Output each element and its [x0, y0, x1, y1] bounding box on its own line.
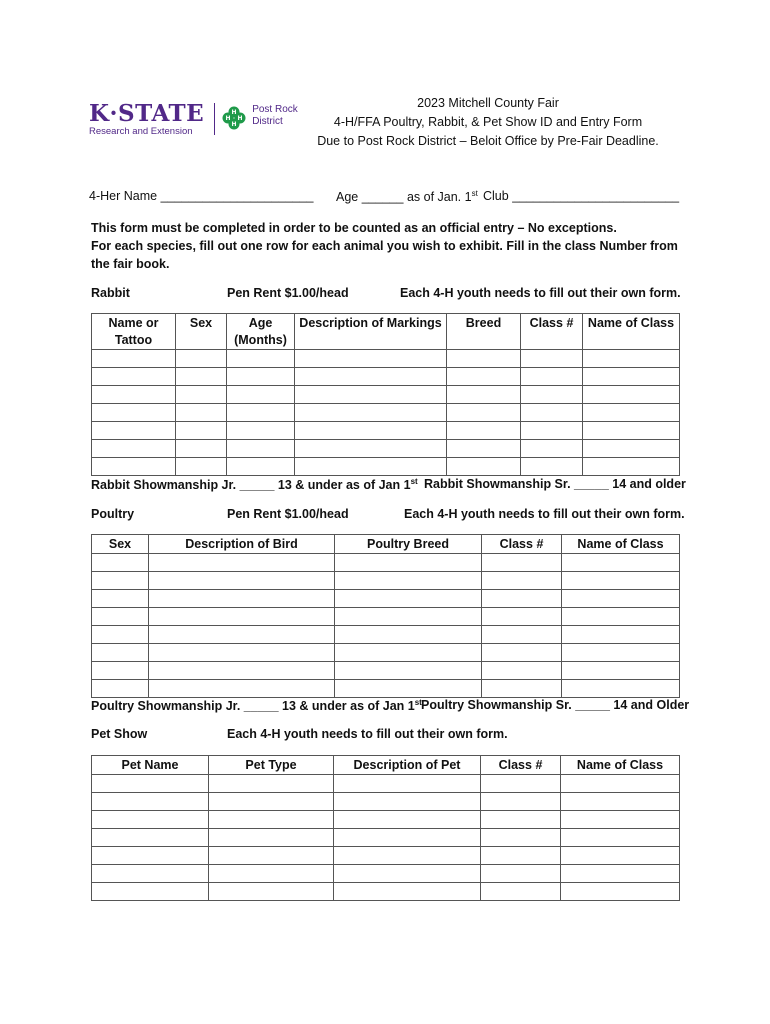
entry-cell[interactable] [562, 572, 680, 590]
poultry-showmanship-jr-text: Poultry Showmanship Jr. _____ 13 & under as of Jan 1 [91, 699, 415, 714]
entry-cell[interactable] [561, 847, 680, 865]
entry-cell[interactable] [92, 811, 209, 829]
entry-cell[interactable] [583, 440, 680, 458]
entry-cell[interactable] [295, 350, 447, 368]
entry-cell[interactable] [335, 626, 482, 644]
entry-cell[interactable] [335, 572, 482, 590]
entry-row [92, 865, 680, 883]
svg-text:H: H [231, 109, 237, 116]
entry-cell[interactable] [481, 775, 561, 793]
entry-cell[interactable] [481, 811, 561, 829]
entry-cell[interactable] [334, 793, 481, 811]
entry-cell[interactable] [334, 865, 481, 883]
poultry-header-row [92, 535, 680, 554]
entry-cell[interactable] [149, 662, 335, 680]
pet-title: Pet Show [91, 727, 148, 741]
rabbit-showmanship-jr-text: Rabbit Showmanship Jr. _____ 13 & under as of Jan 1 [91, 478, 411, 493]
entry-cell[interactable] [521, 386, 583, 404]
entry-cell[interactable] [447, 386, 521, 404]
instruction-line-2: For each species, fill out one row for each animal you wish to exhibit. Fill in the class Number from the fair book. [91, 239, 678, 271]
entry-cell[interactable] [209, 775, 334, 793]
entry-cell[interactable] [92, 680, 149, 698]
entry-cell[interactable] [334, 847, 481, 865]
entry-cell[interactable] [521, 368, 583, 386]
entry-cell[interactable] [176, 404, 227, 422]
pet-col-description: Description of Pet [334, 756, 481, 775]
entry-cell[interactable] [561, 865, 680, 883]
rabbit-showmanship-jr[interactable] [91, 477, 418, 492]
entry-cell[interactable] [92, 626, 149, 644]
entry-cell[interactable] [521, 422, 583, 440]
entry-cell[interactable] [335, 590, 482, 608]
svg-text:H: H [231, 121, 237, 128]
entry-cell[interactable] [227, 458, 295, 476]
entry-cell[interactable] [295, 440, 447, 458]
entry-cell[interactable] [334, 775, 481, 793]
entry-cell[interactable] [482, 572, 562, 590]
entry-cell[interactable] [149, 626, 335, 644]
rabbit-col-class-number: Class # [521, 314, 583, 350]
entry-cell[interactable] [335, 644, 482, 662]
entry-cell[interactable] [92, 440, 176, 458]
entry-cell[interactable] [562, 626, 680, 644]
entry-cell[interactable] [92, 865, 209, 883]
district-line-2: District [252, 116, 283, 127]
entry-cell[interactable] [482, 662, 562, 680]
poultry-note: Each 4-H youth needs to fill out their own form. [404, 507, 685, 521]
poultry-col-description: Description of Bird [149, 535, 335, 554]
entry-cell[interactable] [149, 590, 335, 608]
kstate-wordmark: K·STATE [89, 100, 205, 127]
entry-cell[interactable] [481, 793, 561, 811]
entry-cell[interactable] [209, 883, 334, 901]
entry-cell[interactable] [92, 793, 209, 811]
pet-note: Each 4-H youth needs to fill out their own form. [227, 727, 508, 741]
entry-cell[interactable] [227, 350, 295, 368]
entry-cell[interactable] [92, 404, 176, 422]
entry-cell[interactable] [562, 554, 680, 572]
entry-row [92, 386, 680, 404]
entry-cell[interactable] [481, 847, 561, 865]
entry-cell[interactable] [334, 829, 481, 847]
entry-cell[interactable] [583, 350, 680, 368]
entry-cell[interactable] [583, 404, 680, 422]
age-field[interactable] [336, 189, 478, 204]
entry-cell[interactable] [176, 458, 227, 476]
entry-row [92, 883, 680, 901]
entry-row [92, 590, 680, 608]
pet-col-class-name: Name of Class [561, 756, 680, 775]
kstate-subtitle: Research and Extension [89, 126, 193, 137]
form-instructions [91, 219, 683, 273]
entry-cell[interactable] [295, 458, 447, 476]
entry-cell[interactable] [561, 811, 680, 829]
entry-cell[interactable] [209, 829, 334, 847]
entry-cell[interactable] [295, 422, 447, 440]
entry-cell[interactable] [482, 680, 562, 698]
entry-row [92, 350, 680, 368]
poultry-showmanship-sr[interactable]: Poultry Showmanship Sr. _____ 14 and Older [421, 698, 690, 712]
entry-cell[interactable] [583, 386, 680, 404]
entry-row [92, 572, 680, 590]
svg-text:H: H [237, 115, 243, 122]
entry-row [92, 404, 680, 422]
entry-cell[interactable] [92, 386, 176, 404]
entry-row [92, 775, 680, 793]
entry-cell[interactable] [92, 350, 176, 368]
entry-row [92, 626, 680, 644]
entry-cell[interactable] [482, 644, 562, 662]
entry-cell[interactable] [227, 422, 295, 440]
pet-col-type: Pet Type [209, 756, 334, 775]
entry-cell[interactable] [227, 440, 295, 458]
poultry-col-sex: Sex [92, 535, 149, 554]
club-blank[interactable]: ________________________ [512, 189, 680, 203]
entry-cell[interactable] [176, 368, 227, 386]
rabbit-col-breed: Breed [447, 314, 521, 350]
name-blank[interactable]: ______________________ [160, 189, 314, 203]
entry-cell[interactable] [561, 883, 680, 901]
entry-cell[interactable] [176, 350, 227, 368]
poultry-col-class-name: Name of Class [562, 535, 680, 554]
entry-row [92, 811, 680, 829]
entry-row [92, 644, 680, 662]
poultry-showmanship-jr[interactable] [91, 698, 422, 713]
entry-cell[interactable] [447, 440, 521, 458]
poultry-entry-table [91, 534, 680, 698]
age-asof: as of Jan. 1 [406, 190, 472, 205]
entry-cell[interactable] [335, 608, 482, 626]
entry-cell[interactable] [335, 554, 482, 572]
entry-row [92, 608, 680, 626]
rabbit-entry-table [91, 313, 680, 476]
entry-cell[interactable] [176, 422, 227, 440]
kstate-logo [89, 102, 298, 138]
entry-cell[interactable] [149, 644, 335, 662]
entry-cell[interactable] [481, 829, 561, 847]
name-field[interactable] [89, 189, 314, 203]
entry-cell[interactable] [149, 608, 335, 626]
entry-cell[interactable] [447, 350, 521, 368]
entry-cell[interactable] [583, 368, 680, 386]
entry-cell[interactable] [295, 404, 447, 422]
name-label: 4-Her Name [89, 189, 158, 203]
entry-cell[interactable] [295, 386, 447, 404]
pet-header-row [92, 756, 680, 775]
pet-col-name: Pet Name [92, 756, 209, 775]
entry-row [92, 662, 680, 680]
rabbit-col-name-tattoo: Name or Tattoo [92, 314, 176, 350]
entry-cell[interactable] [481, 883, 561, 901]
entry-cell[interactable] [521, 458, 583, 476]
entry-row [92, 440, 680, 458]
entry-cell[interactable] [482, 608, 562, 626]
entry-cell[interactable] [176, 386, 227, 404]
entry-cell[interactable] [583, 422, 680, 440]
entry-cell[interactable] [92, 883, 209, 901]
district-name [252, 104, 298, 128]
age-asof-sup: st [471, 189, 478, 198]
entry-cell[interactable] [521, 404, 583, 422]
rabbit-header-row [92, 314, 680, 350]
rabbit-title: Rabbit [91, 286, 130, 300]
rabbit-col-age: Age (Months) [227, 314, 295, 350]
pet-entry-table [91, 755, 680, 901]
entry-row [92, 793, 680, 811]
entry-cell[interactable] [482, 590, 562, 608]
entry-cell[interactable] [481, 865, 561, 883]
entry-cell[interactable] [334, 883, 481, 901]
club-field[interactable] [483, 189, 679, 203]
entry-cell[interactable] [92, 572, 149, 590]
entry-cell[interactable] [149, 572, 335, 590]
entry-cell[interactable] [209, 811, 334, 829]
form-header [300, 94, 676, 151]
entry-cell[interactable] [92, 458, 176, 476]
logo-divider [214, 103, 215, 135]
entry-cell[interactable] [227, 404, 295, 422]
age-blank[interactable]: ______ [361, 190, 404, 205]
header-line-3: Due to Post Rock District – Beloit Office by Pre-Fair Deadline. [317, 134, 659, 148]
entry-cell[interactable] [562, 608, 680, 626]
entry-cell[interactable] [561, 793, 680, 811]
entry-cell[interactable] [561, 829, 680, 847]
entry-cell[interactable] [149, 554, 335, 572]
poultry-title: Poultry [91, 507, 135, 521]
entry-cell[interactable] [447, 368, 521, 386]
entry-cell[interactable] [176, 440, 227, 458]
entry-cell[interactable] [209, 847, 334, 865]
entry-row [92, 422, 680, 440]
entry-cell[interactable] [92, 662, 149, 680]
entry-row [92, 368, 680, 386]
rabbit-col-markings: Description of Markings [295, 314, 447, 350]
entry-cell[interactable] [335, 662, 482, 680]
entry-cell[interactable] [92, 590, 149, 608]
rabbit-note: Each 4-H youth needs to fill out their own form. [400, 286, 681, 300]
age-label: Age [336, 190, 359, 205]
poultry-col-breed: Poultry Breed [335, 535, 482, 554]
poultry-showmanship-jr-sup: st [414, 698, 422, 707]
entry-cell[interactable] [561, 775, 680, 793]
entry-cell[interactable] [92, 644, 149, 662]
entry-cell[interactable] [521, 440, 583, 458]
pet-col-class-number: Class # [481, 756, 561, 775]
entry-cell[interactable] [521, 350, 583, 368]
entry-cell[interactable] [92, 847, 209, 865]
entry-cell[interactable] [295, 368, 447, 386]
rabbit-showmanship-jr-sup: st [410, 477, 418, 486]
entry-cell[interactable] [447, 404, 521, 422]
rabbit-pen-rent: Pen Rent $1.00/head [227, 286, 349, 300]
rabbit-col-class-name: Name of Class [583, 314, 680, 350]
entry-cell[interactable] [447, 458, 521, 476]
entry-cell[interactable] [335, 680, 482, 698]
entry-cell[interactable] [562, 680, 680, 698]
entry-cell[interactable] [482, 626, 562, 644]
entry-cell[interactable] [209, 793, 334, 811]
entry-row [92, 458, 680, 476]
rabbit-showmanship-sr[interactable]: Rabbit Showmanship Sr. _____ 14 and older [424, 477, 686, 491]
entry-cell[interactable] [562, 590, 680, 608]
rabbit-col-sex: Sex [176, 314, 227, 350]
entry-row [92, 829, 680, 847]
entry-cell[interactable] [92, 368, 176, 386]
entry-cell[interactable] [334, 811, 481, 829]
club-label: Club [483, 189, 509, 203]
entry-cell[interactable] [227, 368, 295, 386]
entry-cell[interactable] [92, 554, 149, 572]
entry-row [92, 554, 680, 572]
entry-cell[interactable] [92, 775, 209, 793]
4h-clover-icon [221, 105, 247, 131]
entry-cell[interactable] [92, 422, 176, 440]
entry-cell[interactable] [209, 865, 334, 883]
district-line-1: Post Rock [252, 104, 298, 115]
poultry-col-class-number: Class # [482, 535, 562, 554]
entry-cell[interactable] [92, 829, 209, 847]
entry-cell[interactable] [562, 644, 680, 662]
entry-cell[interactable] [149, 680, 335, 698]
entry-row [92, 847, 680, 865]
entry-cell[interactable] [227, 386, 295, 404]
header-line-2: 4-H/FFA Poultry, Rabbit, & Pet Show ID and Entry Form [333, 115, 643, 129]
entry-cell[interactable] [583, 458, 680, 476]
entry-row [92, 680, 680, 698]
svg-text:H: H [225, 115, 231, 122]
header-line-1: 2023 Mitchell County Fair [417, 96, 559, 110]
entry-cell[interactable] [92, 608, 149, 626]
entry-cell[interactable] [562, 662, 680, 680]
entry-cell[interactable] [447, 422, 521, 440]
entry-cell[interactable] [482, 554, 562, 572]
instruction-line-1: This form must be completed in order to be counted as an official entry – No exceptions. [91, 221, 617, 235]
poultry-pen-rent: Pen Rent $1.00/head [227, 507, 349, 521]
